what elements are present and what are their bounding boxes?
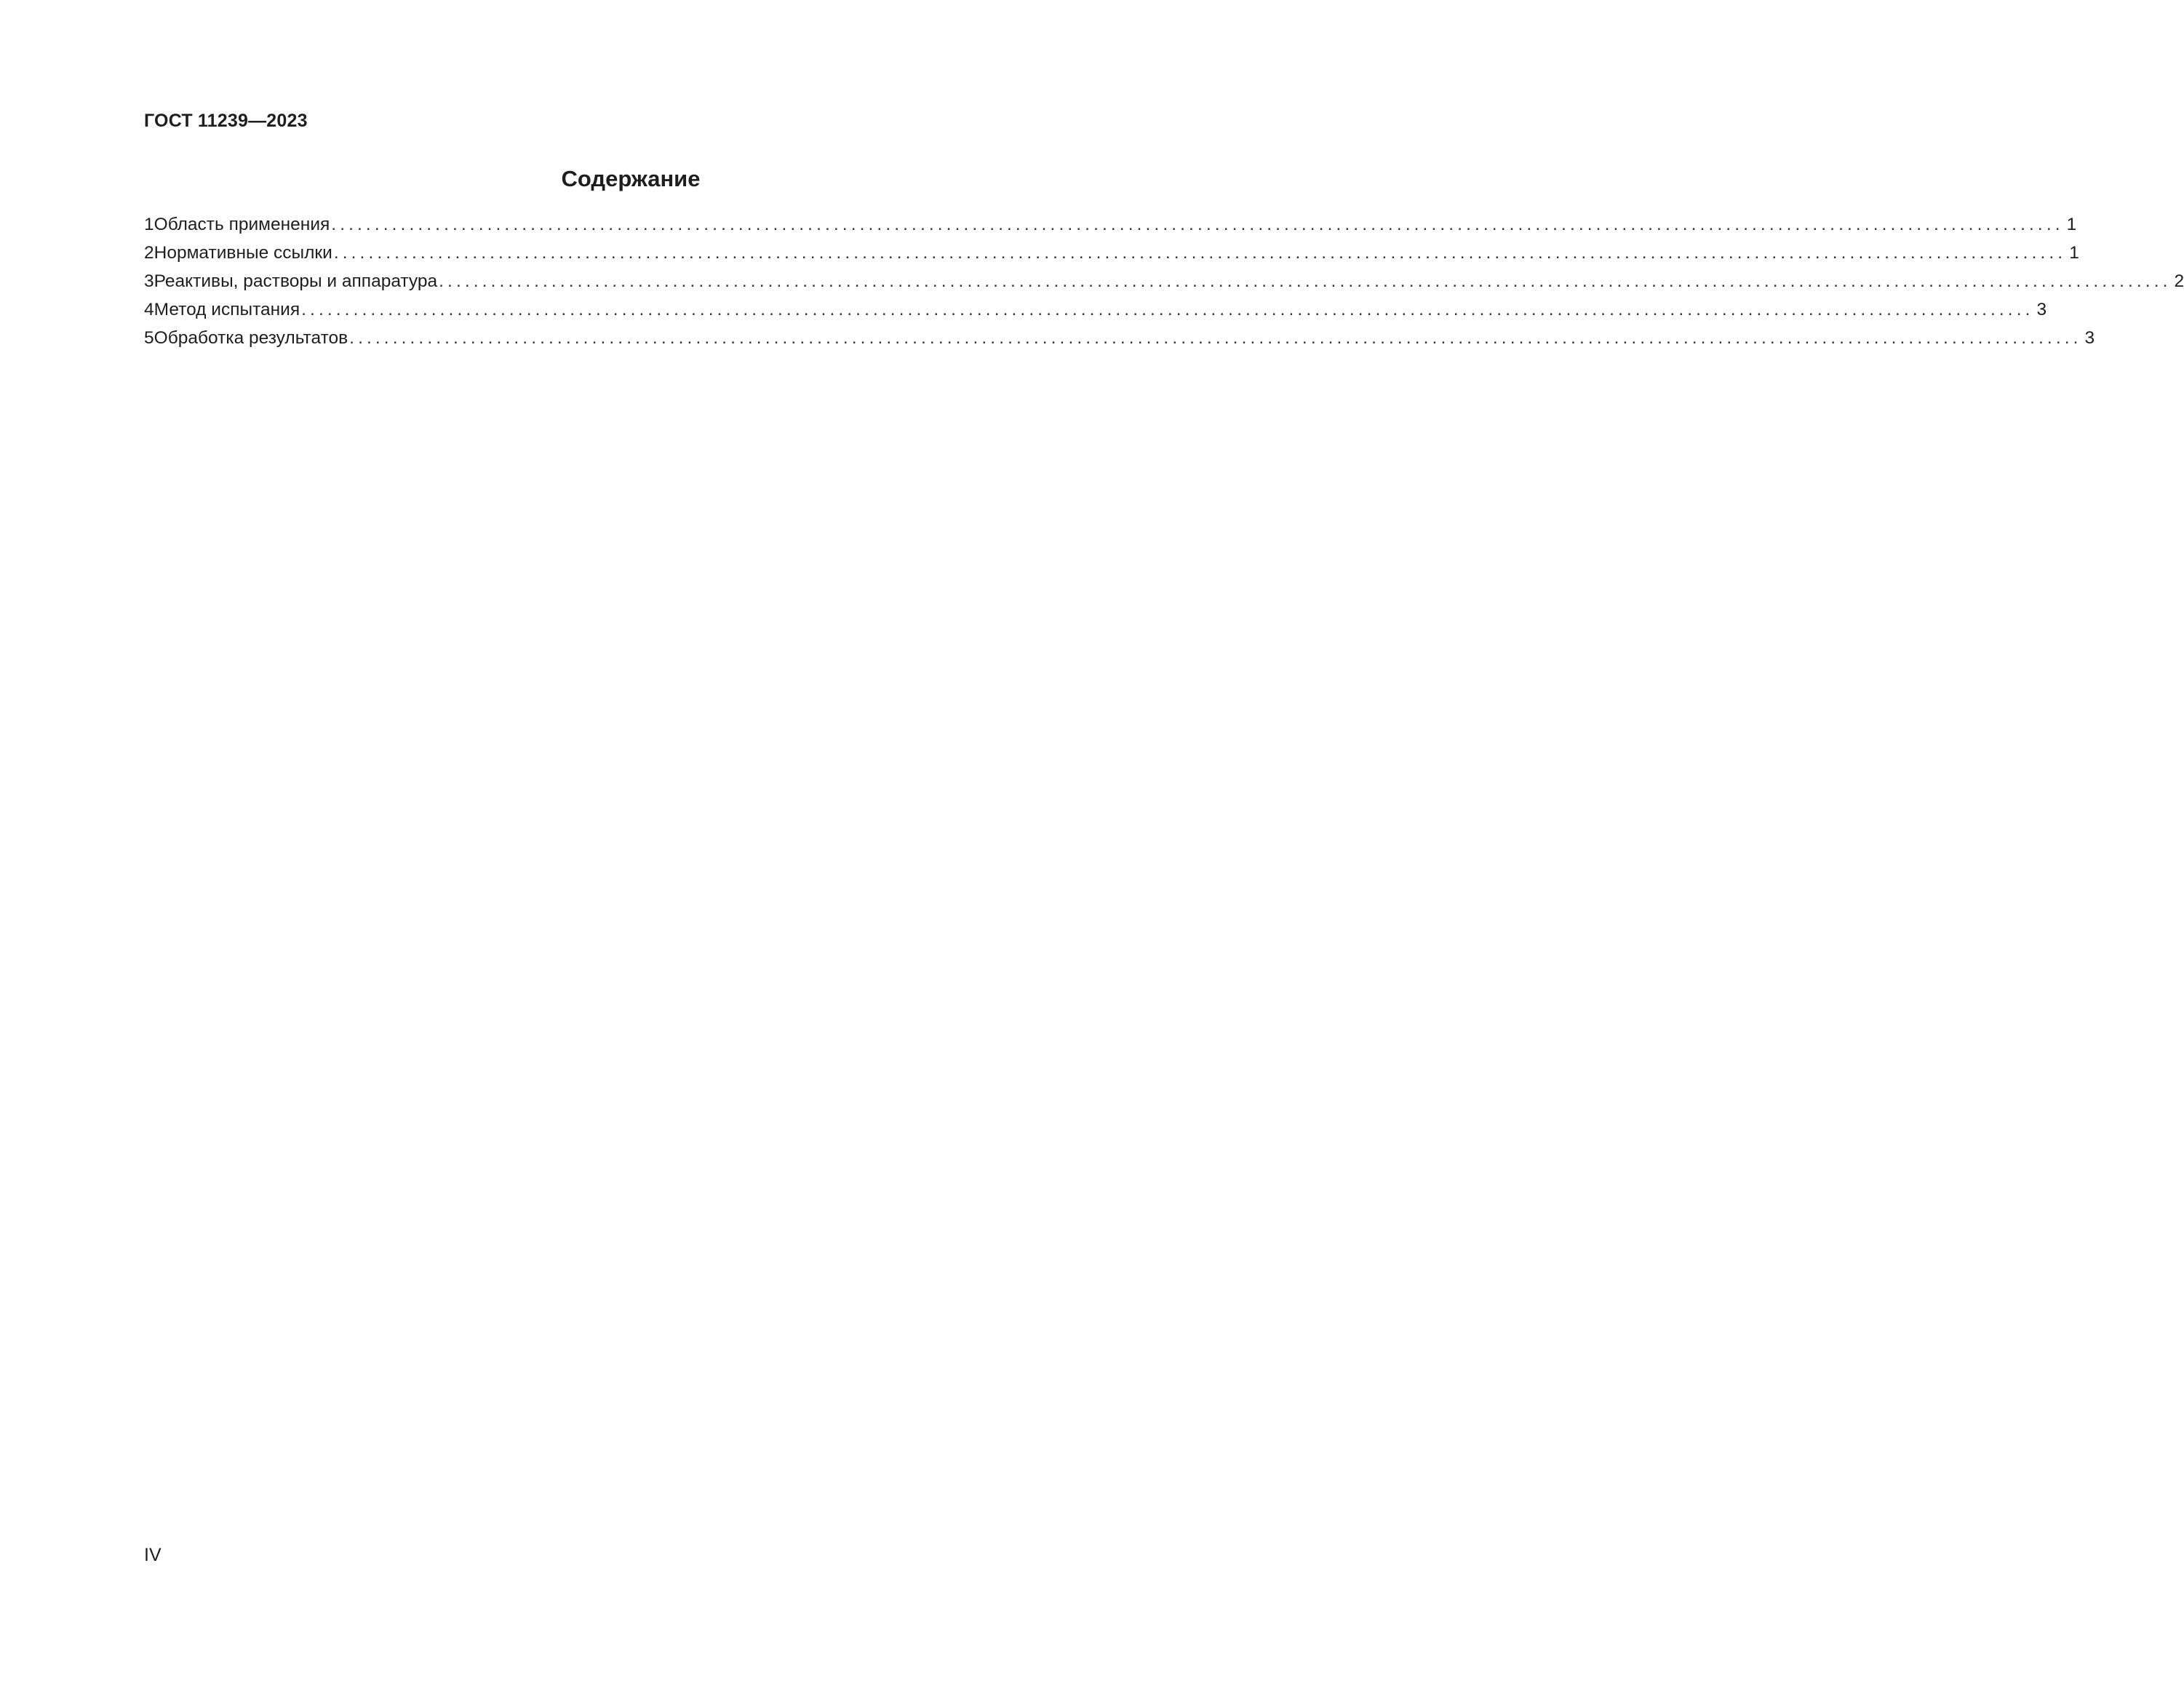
toc-leader-dots: ........................................................................................................................................................................................................ bbox=[331, 215, 2064, 234]
toc-item[interactable] bbox=[144, 215, 2077, 243]
toc-item-label: Реактивы, растворы и аппаратура bbox=[154, 271, 438, 291]
toc-item-number: 5 bbox=[144, 328, 154, 348]
toc-item-number: 1 bbox=[144, 215, 154, 234]
document-code: ГОСТ 11239—2023 bbox=[144, 111, 308, 131]
table-of-contents bbox=[144, 215, 2184, 357]
toc-item-number: 4 bbox=[144, 300, 154, 319]
toc-leader-dots: ........................................................................................................................................................................................................ bbox=[349, 328, 2082, 348]
page-number: IV bbox=[144, 1545, 162, 1565]
toc-leader-dots: ........................................................................................................................................................................................................ bbox=[439, 271, 2172, 291]
toc-item-label: Обработка результатов bbox=[154, 328, 348, 348]
toc-item[interactable] bbox=[144, 243, 2079, 271]
toc-item-number: 2 bbox=[144, 243, 154, 263]
toc-item[interactable] bbox=[144, 300, 2047, 328]
toc-title: Содержание bbox=[561, 166, 701, 191]
toc-item-page: 3 bbox=[2084, 328, 2095, 348]
toc-item-page: 1 bbox=[2069, 243, 2079, 263]
toc-item-label: Нормативные ссылки bbox=[154, 243, 332, 263]
toc-item-page: 3 bbox=[2036, 300, 2047, 319]
toc-item[interactable] bbox=[144, 328, 2095, 357]
toc-item-page: 1 bbox=[2066, 215, 2077, 234]
toc-leader-dots: ........................................................................................................................................................................................................ bbox=[333, 243, 2067, 263]
toc-item[interactable] bbox=[144, 271, 2184, 300]
toc-item-page: 2 bbox=[2174, 271, 2184, 291]
toc-leader-dots: ........................................................................................................................................................................................................ bbox=[301, 300, 2034, 319]
toc-item-label: Метод испытания bbox=[154, 300, 300, 319]
toc-item-label: Область применения bbox=[154, 215, 330, 234]
toc-item-number: 3 bbox=[144, 271, 154, 291]
